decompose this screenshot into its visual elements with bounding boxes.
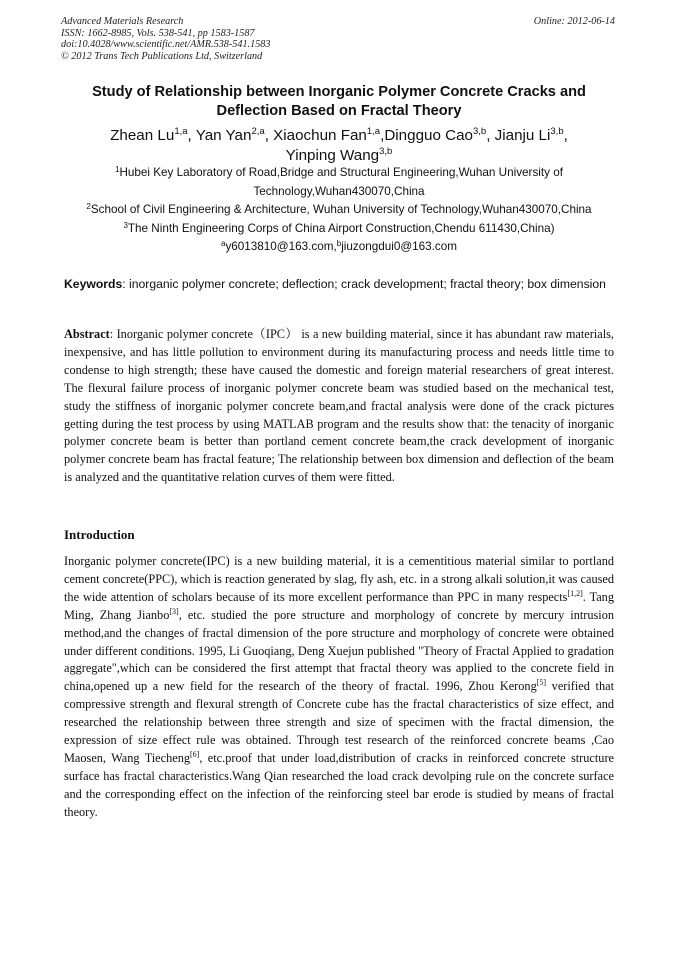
author-name: Jianju Li (494, 127, 551, 144)
affil-num: 2 (86, 202, 91, 212)
citation-ref: [1,2] (567, 588, 583, 598)
author-list (62, 126, 616, 166)
abstract-text: : Inorganic polymer concrete（IPC） is a new building material, since it has abundant raw materials, inexpensive, and has little pollution to environment during its manufacturing process and needs little time to condense to high strength; these have caused the domestic and foreign material researchers of great interest. The flexural failure process of inorganic polymer concrete beam was studied based on the mechanical test, study the stiffness of inorganic polymer concrete beam,and fractal analysis were done of the crack pictures getting during the test process by using MATLAB program and the results show that: the tenacity of inorganic polymer concrete beam is better than portland cement concrete beam,the crack development of inorganic polymer concrete beam has fractal feature; The relationship between box dimension and deflection of the beam is analyzed and the quantitative relation curves of them were fitted. (64, 327, 614, 485)
author-line-1 (62, 126, 616, 146)
online-date: Online: 2012-06-14 (533, 16, 615, 27)
author-affil-sup: 1,a (174, 126, 188, 137)
keywords-block (64, 276, 614, 294)
citation-ref: [5] (536, 678, 547, 688)
citation-ref: [3] (169, 606, 179, 616)
abstract-label: Abstract (64, 327, 110, 341)
affiliations (40, 164, 638, 257)
author-sep: , (264, 127, 274, 144)
intro-text: , etc.proof that under load,distribution of cracks in reinforced concrete structure surface has fractal characteristics.Wang Qian researched the load crack devolping rule on the concrete surface and the corresponding effect on the infection of the reinforcing steel bar erode is studied by means of fractal theory. (64, 750, 615, 819)
intro-text: , etc. studied the pore structure and morphology of concrete by mercury intrusion method,and the changes of fractal dimension of the pore structure and morphology of concrete were obtained under different conditions. 1995, Li Guoqiang, Deng Xuejun published "Theory of Fractal Applied to gradation aggregate",which can be considered the first attempt that fractal theory was applied to the concrete field in china,opened up a new field for the research of the theory of fractal. 1996, Zhou Kerong (64, 607, 615, 694)
author-affil-sup: 3,b (472, 126, 487, 137)
author-name: Yinping Wang (285, 147, 380, 164)
doi-line: doi:10.4028/www.scientific.net/AMR.538-541.1583 (61, 39, 271, 51)
email-sup: a (220, 239, 226, 249)
author-sep: , (187, 127, 196, 144)
author-name: Yan Yan (195, 127, 252, 144)
affil-text: Hubei Key Laboratory of Road,Bridge and Structural Engineering,Wuhan University of (119, 166, 563, 179)
paper-title (62, 83, 616, 121)
abstract-block (64, 326, 614, 487)
author-name: Zhean Lu (110, 127, 175, 144)
title-line-2: Deflection Based on Fractal Theory (216, 103, 462, 119)
author-sep: , (380, 127, 385, 144)
author-line-2 (62, 146, 616, 166)
issn-line: ISSN: 1662-8985, Vols. 538-541, pp 1583-1587 (61, 27, 255, 39)
author-sep: , (486, 127, 495, 144)
keywords-text: : inorganic polymer concrete; deflection; crack development; fractal theory; box dimension (122, 277, 606, 291)
intro-text: . Tang Ming, Zhang Jianbo (64, 589, 614, 622)
title-line-1: Study of Relationship between Inorganic Polymer Concrete Cracks and (92, 84, 586, 100)
author-affil-sup: 1,a (366, 126, 381, 137)
affil-num: 3 (123, 220, 128, 230)
keywords-label: Keywords (64, 277, 123, 291)
introduction-body (64, 553, 614, 822)
author-affil-sup: 3,b (379, 146, 393, 157)
journal-name: Advanced Materials Research (61, 16, 184, 27)
email-sup: b (336, 239, 342, 249)
email-b[interactable]: jiuzongdui0@163.com (341, 240, 458, 254)
affiliation-1-cont: Technology,Wuhan430070,China (253, 184, 425, 198)
intro-text: verified that compressive strength and flexural strength of Concrete cube has the fractal characteristics of size effect, and researched the relationship between three strength and size of specimen with the fractal dimension, the expression of size effect rule was obtained. Through test research of the reinforced concrete beams ,Cao Maosen, Wang Tiecheng (64, 679, 614, 765)
author-name: Xiaochun Fan (273, 127, 367, 144)
author-sep: , (563, 127, 568, 144)
affiliation-1 (40, 164, 638, 183)
affiliation-2 (40, 201, 638, 220)
affil-text: School of Civil Engineering & Architecture, Wuhan University of Technology,Wuhan430070,China (90, 203, 592, 217)
intro-text: Inorganic polymer concrete(IPC) is a new building material, it is a cementitious material similar to portland cement concrete(PPC), which is reaction generated by slag, fly ash, etc. in a strong alkali solution,it was caused the wide attention of scholars because of its more excellent performance than PPC in many respects (64, 554, 614, 604)
affiliation-3 (40, 220, 638, 239)
affil-text: The Ninth Engineering Corps of China Airport Construction,Chendu 611430,China) (127, 221, 555, 235)
citation-ref: [6] (190, 749, 200, 759)
email-line (40, 238, 638, 257)
journal-header (61, 16, 270, 62)
introduction-heading: Introduction (64, 527, 135, 542)
copyright-line: © 2012 Trans Tech Publications Ltd, Switzerland (61, 50, 263, 62)
author-affil-sup: 2,a (251, 126, 265, 137)
email-a[interactable]: y6013810@163.com, (225, 240, 337, 254)
author-name: Dingguo Cao (384, 127, 473, 144)
affil-num: 1 (115, 165, 120, 174)
author-affil-sup: 3,b (550, 126, 564, 137)
